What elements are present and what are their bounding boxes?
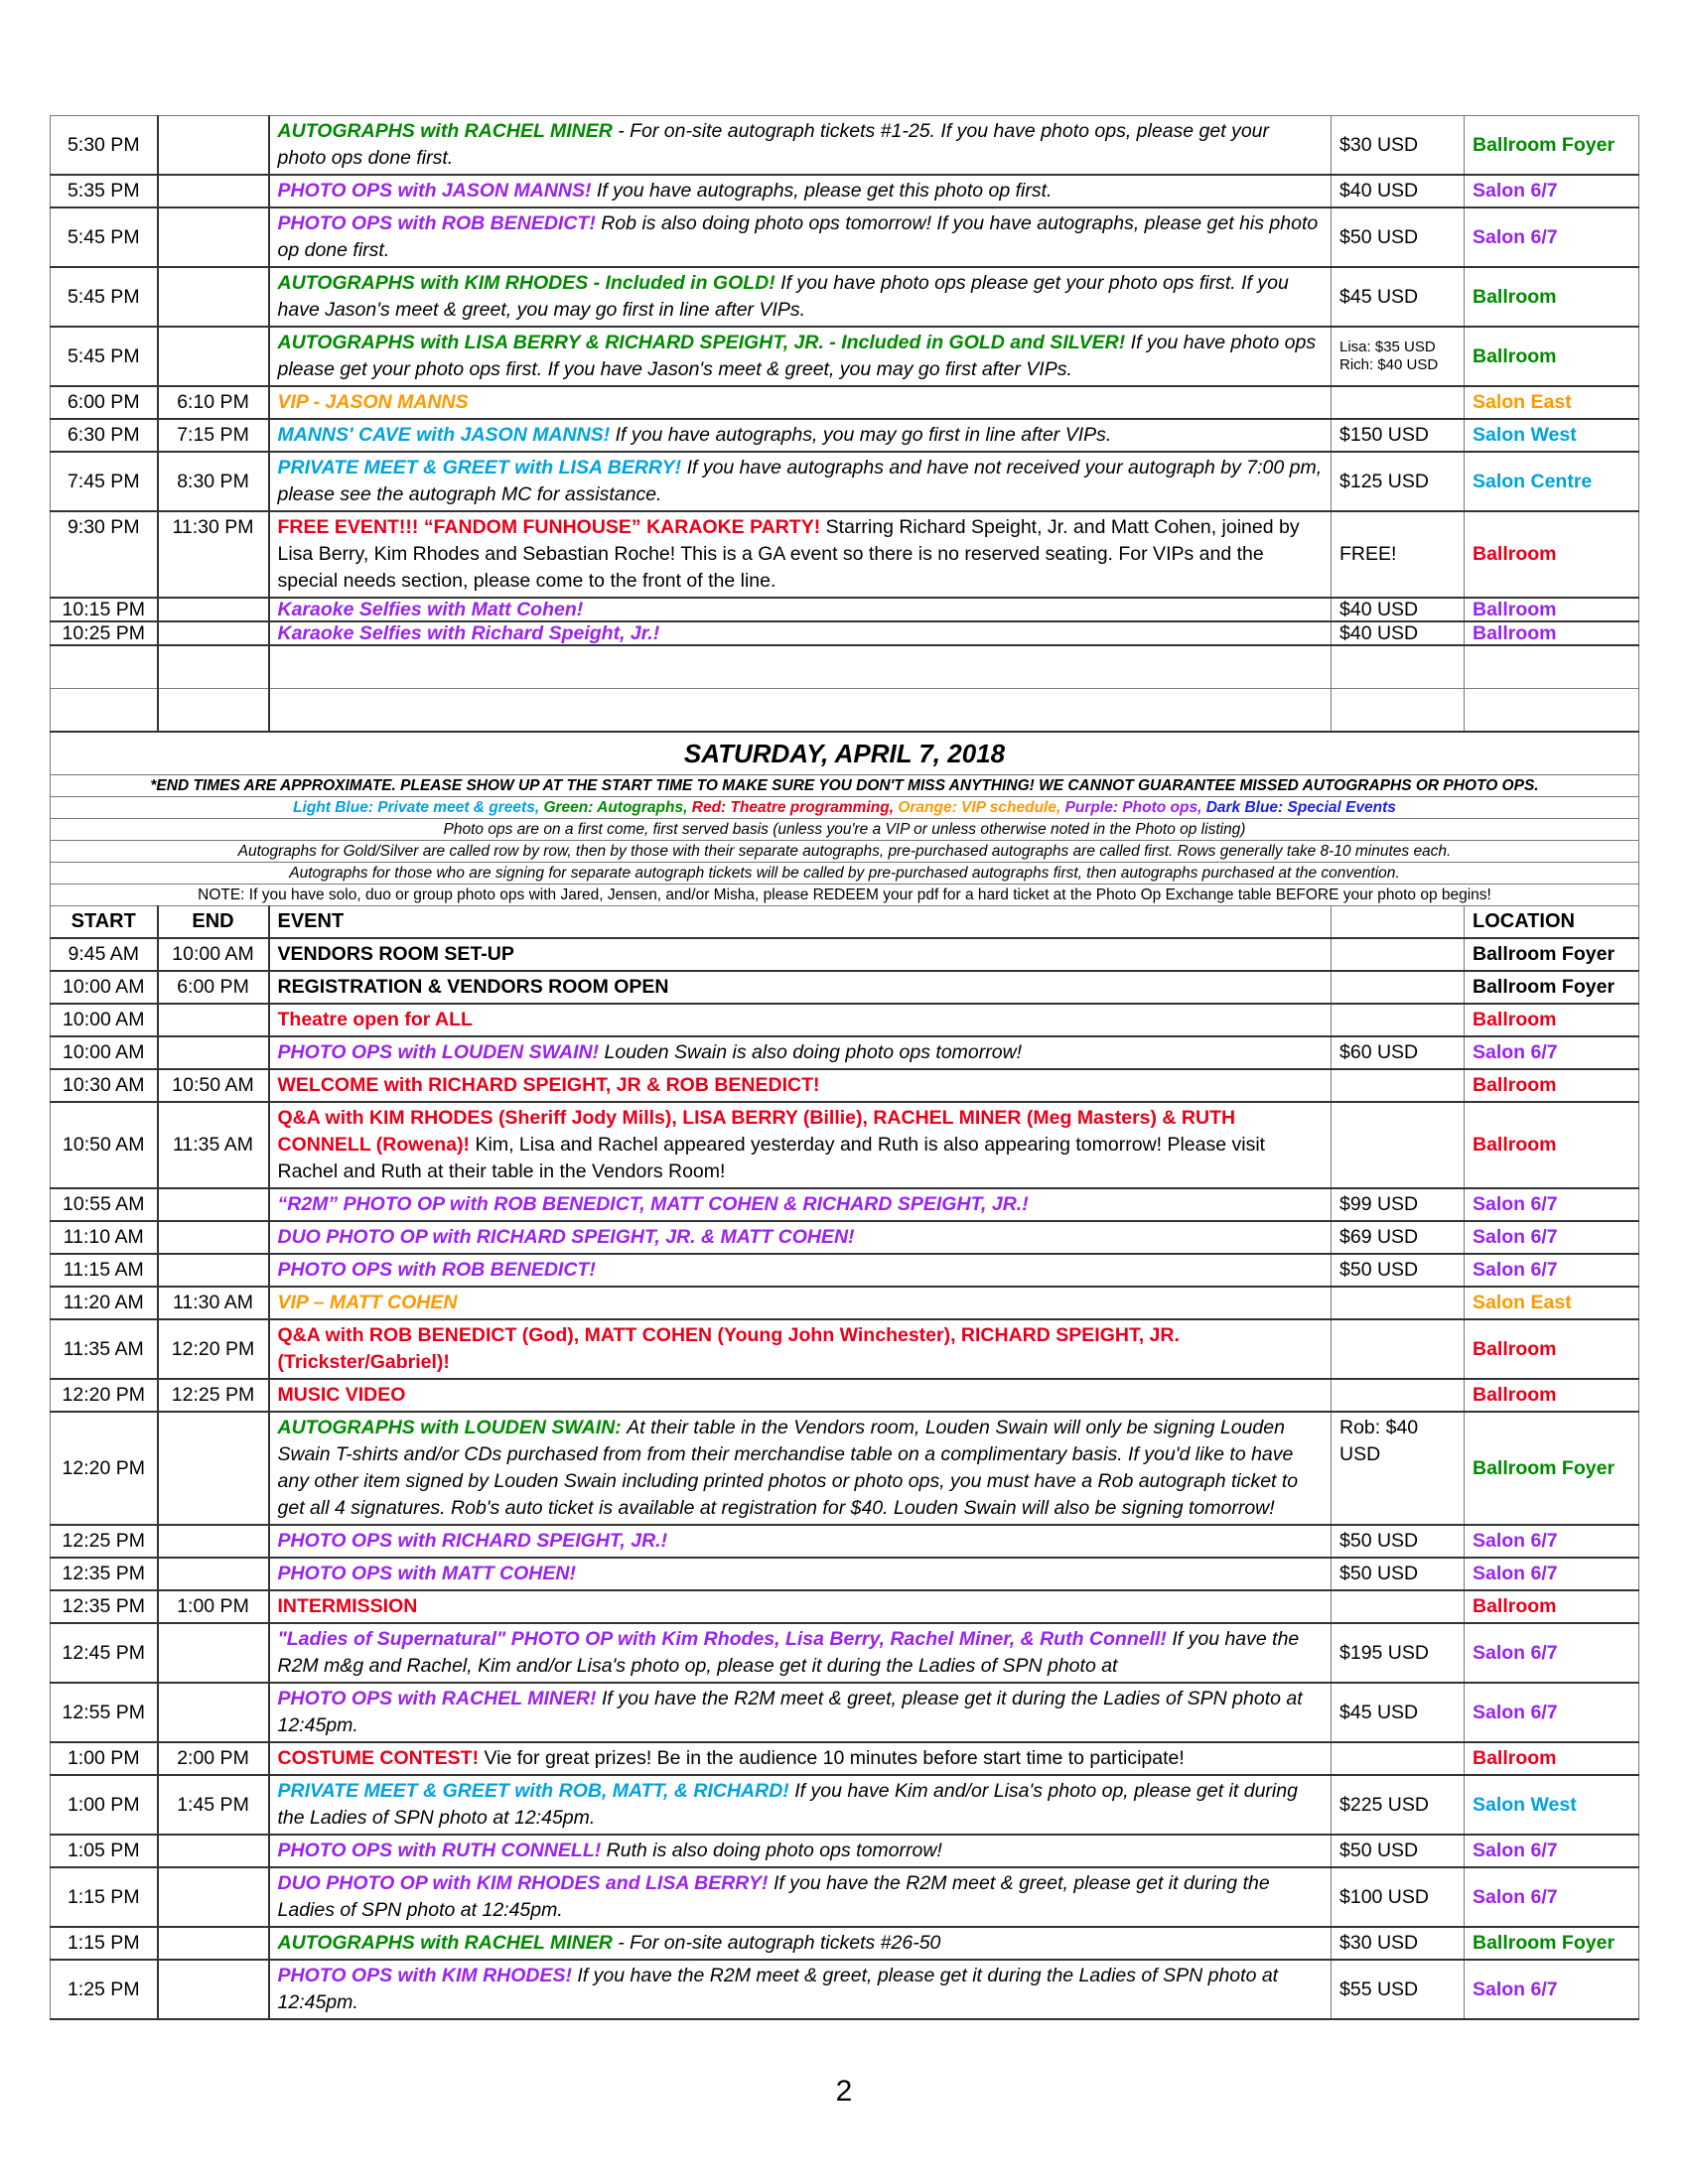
start-time: 12:55 PM — [51, 1683, 158, 1742]
start-time: 1:15 PM — [51, 1867, 158, 1927]
price: $125 USD — [1332, 452, 1465, 511]
price: $150 USD — [1332, 419, 1465, 452]
location: Ballroom Foyer — [1465, 116, 1639, 176]
schedule-row — [51, 1525, 1639, 1558]
event-cell — [269, 1287, 1332, 1319]
event-cell — [269, 1188, 1332, 1221]
event-details: If you have autographs, you may go first in line after VIPs. — [615, 424, 1112, 446]
location: Ballroom — [1465, 511, 1639, 598]
event-details: - For on-site autograph tickets #1-25. If you have photo ops, please get your photo ops done first. — [277, 120, 1270, 169]
start-time: 10:30 AM — [51, 1069, 158, 1102]
end-time — [158, 621, 269, 645]
start-time: 10:00 AM — [51, 971, 158, 1004]
note-end-times: *END TIMES ARE APPROXIMATE. PLEASE SHOW UP AT THE START TIME TO MAKE SURE YOU DON'T MISS ANYTHING! WE CANNOT GUARANTEE MISSED AUTOGRAPHS OR PHOTO OPS. — [51, 775, 1639, 797]
event-title: PRIVATE MEET & GREET with LISA BERRY! — [277, 457, 682, 478]
end-time: 7:15 PM — [158, 419, 269, 452]
start-time: 11:20 AM — [51, 1287, 158, 1319]
location: Salon 6/7 — [1465, 1525, 1639, 1558]
event-title: PHOTO OPS with RACHEL MINER! — [277, 1688, 597, 1709]
end-time: 11:35 AM — [158, 1102, 269, 1188]
end-time — [158, 267, 269, 327]
day-header-row — [51, 732, 1639, 775]
end-time: 6:10 PM — [158, 386, 269, 419]
event-title: Karaoke Selfies with Matt Cohen! — [277, 599, 584, 620]
event-title: REGISTRATION & VENDORS ROOM OPEN — [277, 976, 669, 998]
event-cell — [269, 1379, 1332, 1412]
schedule-row — [51, 1960, 1639, 2019]
price: $30 USD — [1332, 116, 1465, 176]
end-time: 12:25 PM — [158, 1379, 269, 1412]
event-title: "Ladies of Supernatural" PHOTO OP with Kim Rhodes, Lisa Berry, Rachel Miner, & Ruth Connell! — [277, 1628, 1167, 1650]
price: $50 USD — [1332, 1254, 1465, 1287]
end-time — [158, 1623, 269, 1683]
event-cell — [269, 1102, 1332, 1188]
location: Salon 6/7 — [1465, 1221, 1639, 1254]
event-cell — [269, 1069, 1332, 1102]
price: $50 USD — [1332, 1525, 1465, 1558]
event-details: If you have photo ops please get your photo ops first. If you have Jason's meet & greet, you may go first after VIPs. — [277, 332, 1317, 380]
location: Salon 6/7 — [1465, 175, 1639, 207]
event-title: PHOTO OPS with ROB BENEDICT! — [277, 212, 596, 234]
price: $50 USD — [1332, 207, 1465, 267]
schedule-row — [51, 971, 1639, 1004]
start-time: 9:45 AM — [51, 938, 158, 971]
page-number: 2 — [835, 2075, 853, 2108]
legend-row — [51, 797, 1639, 819]
schedule-row — [51, 1188, 1639, 1221]
schedule-row — [51, 1775, 1639, 1835]
event-cell — [269, 1254, 1332, 1287]
event-title: PRIVATE MEET & GREET with ROB, MATT, & RICHARD! — [277, 1780, 789, 1802]
start-time: 9:30 PM — [51, 511, 158, 598]
schedule-row — [51, 1221, 1639, 1254]
event-cell — [269, 1742, 1332, 1775]
end-time — [158, 1254, 269, 1287]
location: Salon 6/7 — [1465, 1254, 1639, 1287]
note-photo-ops: Photo ops are on a first come, first served basis (unless you're a VIP or unless otherwise noted in the Photo op listing) — [51, 819, 1639, 841]
event-title: MANNS' CAVE with JASON MANNS! — [277, 424, 611, 446]
event-title: Theatre open for ALL — [277, 1009, 473, 1030]
end-time: 8:30 PM — [158, 452, 269, 511]
event-title: PHOTO OPS with KIM RHODES! — [277, 1965, 572, 1986]
price — [1332, 386, 1465, 419]
price: $45 USD — [1332, 267, 1465, 327]
blank-row — [51, 645, 1639, 689]
end-time — [158, 1221, 269, 1254]
schedule-row — [51, 1379, 1639, 1412]
start-time: 5:45 PM — [51, 267, 158, 327]
day-title: SATURDAY, APRIL 7, 2018 — [51, 732, 1639, 775]
end-time — [158, 116, 269, 176]
start-time: 11:35 AM — [51, 1319, 158, 1379]
location: Salon 6/7 — [1465, 1867, 1639, 1927]
end-time — [158, 1867, 269, 1927]
legend-item: Red: Theatre programming — [691, 799, 890, 816]
price: Lisa: $35 USD Rich: $40 USD — [1332, 327, 1465, 386]
schedule-row — [51, 1287, 1639, 1319]
price — [1332, 1069, 1465, 1102]
end-time — [158, 598, 269, 621]
event-cell — [269, 267, 1332, 327]
schedule-table — [50, 115, 1639, 2020]
event-cell — [269, 1004, 1332, 1036]
start-time: 10:55 AM — [51, 1188, 158, 1221]
price: $195 USD — [1332, 1623, 1465, 1683]
price — [1332, 1287, 1465, 1319]
event-cell — [269, 207, 1332, 267]
event-cell — [269, 1412, 1332, 1525]
event-title: INTERMISSION — [277, 1595, 418, 1617]
event-cell — [269, 1927, 1332, 1960]
event-title: VIP - JASON MANNS — [277, 391, 469, 413]
location: Ballroom — [1465, 1319, 1639, 1379]
note-row — [51, 775, 1639, 797]
location: Ballroom — [1465, 1590, 1639, 1623]
start-time: 6:00 PM — [51, 386, 158, 419]
end-time: 6:00 PM — [158, 971, 269, 1004]
event-cell — [269, 1835, 1332, 1867]
schedule-row — [51, 621, 1639, 645]
blank-row — [51, 689, 1639, 733]
price — [1332, 1590, 1465, 1623]
schedule-row — [51, 116, 1639, 176]
note-autographs-gold: Autographs for Gold/Silver are called row by row, then by those with their separate autographs, pre-purchased autographs are called first. Rows generally take 8-10 minutes each. — [51, 841, 1639, 863]
price — [1332, 1379, 1465, 1412]
event-cell — [269, 1960, 1332, 2019]
schedule-row — [51, 175, 1639, 207]
start-time: 12:35 PM — [51, 1590, 158, 1623]
event-cell — [269, 938, 1332, 971]
location: Ballroom — [1465, 1742, 1639, 1775]
location: Salon 6/7 — [1465, 1835, 1639, 1867]
price — [1332, 1742, 1465, 1775]
location: Salon 6/7 — [1465, 1188, 1639, 1221]
event-cell — [269, 1319, 1332, 1379]
end-time — [158, 1412, 269, 1525]
start-time: 1:00 PM — [51, 1742, 158, 1775]
event-cell — [269, 452, 1332, 511]
start-time: 10:00 AM — [51, 1036, 158, 1069]
location: Salon Centre — [1465, 452, 1639, 511]
event-cell — [269, 419, 1332, 452]
color-legend: Light Blue: Private meet & greets, Green: Autographs, Red: Theatre programming, Orange: VIP schedule, Purple: Photo ops, Dark Blue: Special Events — [51, 797, 1639, 819]
end-time — [158, 1960, 269, 2019]
event-title: Q&A with ROB BENEDICT (God), MATT COHEN (Young John Winchester), RICHARD SPEIGHT, JR. (Trickster/Gabriel)! — [277, 1324, 1180, 1373]
start-time: 10:50 AM — [51, 1102, 158, 1188]
event-cell — [269, 327, 1332, 386]
note-redeem: NOTE: If you have solo, duo or group photo ops with Jared, Jensen, and/or Misha, please REDEEM your pdf for a hard ticket at the Photo Op Exchange table BEFORE your photo op begins! — [51, 885, 1639, 906]
event-details: Louden Swain is also doing photo ops tomorrow! — [604, 1041, 1023, 1063]
price — [1332, 1319, 1465, 1379]
location: Ballroom — [1465, 1004, 1639, 1036]
event-details: If you have photo ops please get your photo ops first. If you have Jason's meet & greet, you may go first in line after VIPs. — [277, 272, 1289, 321]
note-row — [51, 841, 1639, 863]
event-cell — [269, 1558, 1332, 1590]
end-time — [158, 1683, 269, 1742]
start-time: 12:20 PM — [51, 1379, 158, 1412]
end-time — [158, 1188, 269, 1221]
start-time: 5:45 PM — [51, 327, 158, 386]
schedule-row — [51, 1412, 1639, 1525]
start-time: 1:05 PM — [51, 1835, 158, 1867]
start-time: 11:15 AM — [51, 1254, 158, 1287]
location: Ballroom Foyer — [1465, 1412, 1639, 1525]
end-time — [158, 1004, 269, 1036]
event-title: PHOTO OPS with MATT COHEN! — [277, 1563, 576, 1584]
schedule-row — [51, 452, 1639, 511]
location: Ballroom Foyer — [1465, 938, 1639, 971]
schedule-row — [51, 598, 1639, 621]
start-time: 12:45 PM — [51, 1623, 158, 1683]
price: $99 USD — [1332, 1188, 1465, 1221]
location: Ballroom — [1465, 327, 1639, 386]
schedule-row — [51, 1254, 1639, 1287]
header-start: START — [51, 906, 158, 939]
start-time: 6:30 PM — [51, 419, 158, 452]
start-time: 10:25 PM — [51, 621, 158, 645]
event-title: PHOTO OPS with LOUDEN SWAIN! — [277, 1041, 600, 1063]
schedule-row — [51, 1683, 1639, 1742]
event-title: AUTOGRAPHS with LISA BERRY & RICHARD SPEIGHT, JR. - Included in GOLD and SILVER! — [277, 332, 1126, 353]
header-price — [1332, 906, 1465, 939]
event-title: DUO PHOTO OP with KIM RHODES and LISA BERRY! — [277, 1872, 769, 1894]
event-title: Karaoke Selfies with Richard Speight, Jr.! — [277, 622, 660, 644]
location: Salon 6/7 — [1465, 1960, 1639, 2019]
column-header-row — [51, 906, 1639, 939]
location: Salon 6/7 — [1465, 207, 1639, 267]
event-cell — [269, 621, 1332, 645]
event-details: If you have autographs, please get this photo op first. — [596, 180, 1053, 202]
location: Ballroom — [1465, 267, 1639, 327]
end-time — [158, 207, 269, 267]
event-title: PHOTO OPS with RICHARD SPEIGHT, JR.! — [277, 1530, 668, 1552]
price — [1332, 1004, 1465, 1036]
schedule-row — [51, 1069, 1639, 1102]
schedule-row — [51, 267, 1639, 327]
price: $50 USD — [1332, 1558, 1465, 1590]
note-autographs-separate: Autographs for those who are signing for separate autograph tickets will be called by pre-purchased autographs first, then autographs purchased at the convention. — [51, 863, 1639, 885]
event-details: If you have the R2M meet & greet, please get it during the Ladies of SPN photo at 12:45pm. — [277, 1688, 1303, 1736]
legend-item: Purple: Photo ops — [1064, 799, 1198, 816]
schedule-row — [51, 1590, 1639, 1623]
price: $69 USD — [1332, 1221, 1465, 1254]
event-details: If you have the R2M m&g and Rachel, Kim and/or Lisa's photo op, please get it during the Ladies of SPN photo at — [277, 1628, 1300, 1677]
start-time: 5:35 PM — [51, 175, 158, 207]
start-time: 1:15 PM — [51, 1927, 158, 1960]
end-time: 2:00 PM — [158, 1742, 269, 1775]
price: $100 USD — [1332, 1867, 1465, 1927]
start-time: 12:20 PM — [51, 1412, 158, 1525]
location: Salon East — [1465, 1287, 1639, 1319]
event-cell — [269, 1775, 1332, 1835]
note-row — [51, 863, 1639, 885]
event-details: Ruth is also doing photo ops tomorrow! — [606, 1840, 942, 1861]
start-time: 10:15 PM — [51, 598, 158, 621]
schedule-row — [51, 1742, 1639, 1775]
event-cell — [269, 1036, 1332, 1069]
price: $55 USD — [1332, 1960, 1465, 2019]
location: Salon East — [1465, 386, 1639, 419]
schedule-row — [51, 1319, 1639, 1379]
event-details: - For on-site autograph tickets #26-50 — [618, 1932, 941, 1954]
start-time: 12:25 PM — [51, 1525, 158, 1558]
end-time: 10:50 AM — [158, 1069, 269, 1102]
event-cell — [269, 598, 1332, 621]
note-row — [51, 885, 1639, 906]
location: Salon West — [1465, 1775, 1639, 1835]
start-time: 12:35 PM — [51, 1558, 158, 1590]
price: $50 USD — [1332, 1835, 1465, 1867]
legend-item: Light Blue: Private meet & greets — [293, 799, 535, 816]
start-time: 5:30 PM — [51, 116, 158, 176]
schedule-row — [51, 1927, 1639, 1960]
event-title: FREE EVENT!!! “FANDOM FUNHOUSE” KARAOKE PARTY! — [277, 516, 821, 538]
schedule-row — [51, 1867, 1639, 1927]
event-cell — [269, 1867, 1332, 1927]
event-title: DUO PHOTO OP with RICHARD SPEIGHT, JR. & MATT COHEN! — [277, 1226, 855, 1248]
schedule-row — [51, 1623, 1639, 1683]
start-time: 1:25 PM — [51, 1960, 158, 2019]
price: $60 USD — [1332, 1036, 1465, 1069]
price: Rob: $40 USD — [1332, 1412, 1465, 1525]
schedule-row — [51, 1004, 1639, 1036]
start-time: 11:10 AM — [51, 1221, 158, 1254]
schedule-row — [51, 1835, 1639, 1867]
event-cell — [269, 175, 1332, 207]
event-title: “R2M” PHOTO OP with ROB BENEDICT, MATT COHEN & RICHARD SPEIGHT, JR.! — [277, 1193, 1029, 1215]
event-title: AUTOGRAPHS with RACHEL MINER — [277, 120, 619, 142]
event-title: PHOTO OPS with JASON MANNS! — [277, 180, 592, 202]
end-time: 1:00 PM — [158, 1590, 269, 1623]
price: $30 USD — [1332, 1927, 1465, 1960]
schedule-row — [51, 327, 1639, 386]
event-title: Q&A with KIM RHODES (Sheriff Jody Mills), LISA BERRY (Billie), RACHEL MINER (Meg Masters) & RUTH CONNELL (Rowena)! — [277, 1107, 1236, 1156]
start-time: 7:45 PM — [51, 452, 158, 511]
end-time: 11:30 PM — [158, 511, 269, 598]
event-title: AUTOGRAPHS with KIM RHODES - Included in GOLD! — [277, 272, 775, 294]
start-time: 1:00 PM — [51, 1775, 158, 1835]
location: Ballroom — [1465, 1102, 1639, 1188]
price: $40 USD — [1332, 175, 1465, 207]
location: Ballroom — [1465, 1379, 1639, 1412]
location: Salon 6/7 — [1465, 1036, 1639, 1069]
price — [1332, 1102, 1465, 1188]
header-location: LOCATION — [1465, 906, 1639, 939]
schedule-row — [51, 1102, 1639, 1188]
event-title: PHOTO OPS with RUTH CONNELL! — [277, 1840, 602, 1861]
header-event: EVENT — [269, 906, 1332, 939]
end-time — [158, 327, 269, 386]
event-cell — [269, 1221, 1332, 1254]
location: Salon 6/7 — [1465, 1558, 1639, 1590]
event-title: VENDORS ROOM SET-UP — [277, 943, 514, 965]
event-details: If you have autographs and have not received your autograph by 7:00 pm, please see the autograph MC for assistance. — [277, 457, 1323, 505]
location: Ballroom Foyer — [1465, 971, 1639, 1004]
event-cell — [269, 1590, 1332, 1623]
event-cell — [269, 1683, 1332, 1742]
event-details: Kim, Lisa and Rachel appeared yesterday and Ruth is also appearing tomorrow! Please visit Rachel and Ruth at their table in the Vendors Room! — [277, 1134, 1266, 1182]
event-title: PHOTO OPS with ROB BENEDICT! — [277, 1259, 596, 1281]
schedule-row — [51, 386, 1639, 419]
event-title: VIP – MATT COHEN — [277, 1292, 458, 1313]
end-time — [158, 1525, 269, 1558]
end-time — [158, 1558, 269, 1590]
end-time — [158, 1036, 269, 1069]
event-details: Rob is also doing photo ops tomorrow! If you have autographs, please get his photo op done first. — [277, 212, 1319, 261]
event-details: Vie for great prizes! Be in the audience 10 minutes before start time to participate! — [484, 1747, 1185, 1769]
legend-item: Dark Blue: Special Events — [1205, 799, 1396, 816]
schedule-row — [51, 207, 1639, 267]
location: Ballroom — [1465, 1069, 1639, 1102]
event-cell — [269, 116, 1332, 176]
start-time: 10:00 AM — [51, 1004, 158, 1036]
price: FREE! — [1332, 511, 1465, 598]
event-title: AUTOGRAPHS with RACHEL MINER — [277, 1932, 619, 1954]
event-cell — [269, 511, 1332, 598]
schedule-row — [51, 1558, 1639, 1590]
event-details: At their table in the Vendors room, Louden Swain will only be signing Louden Swain T-shirts and/or CDs purchased from from their merchandise table on a complimentary basis. If you'd like to have any other item signed by Louden Swain including printed photos or photo ops, you must have a Rob autograph ticket to get all 4 signatures. Rob's auto ticket is available at registration for $40. Louden Swain will also be signing tomorrow! — [277, 1417, 1299, 1519]
event-title: WELCOME with RICHARD SPEIGHT, JR & ROB BENEDICT! — [277, 1074, 820, 1096]
event-title: MUSIC VIDEO — [277, 1384, 406, 1406]
event-cell — [269, 1525, 1332, 1558]
note-row — [51, 819, 1639, 841]
price: $40 USD — [1332, 621, 1465, 645]
location: Ballroom Foyer — [1465, 1927, 1639, 1960]
header-end: END — [158, 906, 269, 939]
schedule-row — [51, 938, 1639, 971]
schedule-row — [51, 511, 1639, 598]
end-time: 11:30 AM — [158, 1287, 269, 1319]
start-time: 5:45 PM — [51, 207, 158, 267]
price — [1332, 938, 1465, 971]
event-details: If you have Kim and/or Lisa's photo op, please get it during the Ladies of SPN photo at 12:45pm. — [277, 1780, 1298, 1829]
price: $45 USD — [1332, 1683, 1465, 1742]
end-time: 10:00 AM — [158, 938, 269, 971]
event-cell — [269, 386, 1332, 419]
price: $40 USD — [1332, 598, 1465, 621]
schedule-row — [51, 419, 1639, 452]
event-details: Starring Richard Speight, Jr. and Matt Cohen, joined by Lisa Berry, Kim Rhodes and Sebastian Roche! This is a GA event so there is no reserved seating. For VIPs and the special needs section, please come to the front of the line. — [277, 516, 1300, 592]
location: Ballroom — [1465, 621, 1639, 645]
end-time — [158, 1927, 269, 1960]
legend-item: Green: Autographs — [543, 799, 684, 816]
location: Ballroom — [1465, 598, 1639, 621]
event-details: If you have the R2M meet & greet, please get it during the Ladies of SPN photo at 12:45pm. — [277, 1965, 1279, 2013]
location: Salon 6/7 — [1465, 1683, 1639, 1742]
price — [1332, 971, 1465, 1004]
location: Salon West — [1465, 419, 1639, 452]
event-details: If you have the R2M meet & greet, please get it during the Ladies of SPN photo at 12:45pm. — [277, 1872, 1270, 1921]
schedule-row — [51, 1036, 1639, 1069]
end-time — [158, 1835, 269, 1867]
event-title: AUTOGRAPHS with LOUDEN SWAIN: — [277, 1417, 622, 1438]
end-time — [158, 175, 269, 207]
price: $225 USD — [1332, 1775, 1465, 1835]
event-title: COSTUME CONTEST! — [277, 1747, 480, 1769]
event-cell — [269, 971, 1332, 1004]
event-cell — [269, 1623, 1332, 1683]
end-time: 1:45 PM — [158, 1775, 269, 1835]
location: Salon 6/7 — [1465, 1623, 1639, 1683]
legend-item: Orange: VIP schedule — [898, 799, 1056, 816]
end-time: 12:20 PM — [158, 1319, 269, 1379]
